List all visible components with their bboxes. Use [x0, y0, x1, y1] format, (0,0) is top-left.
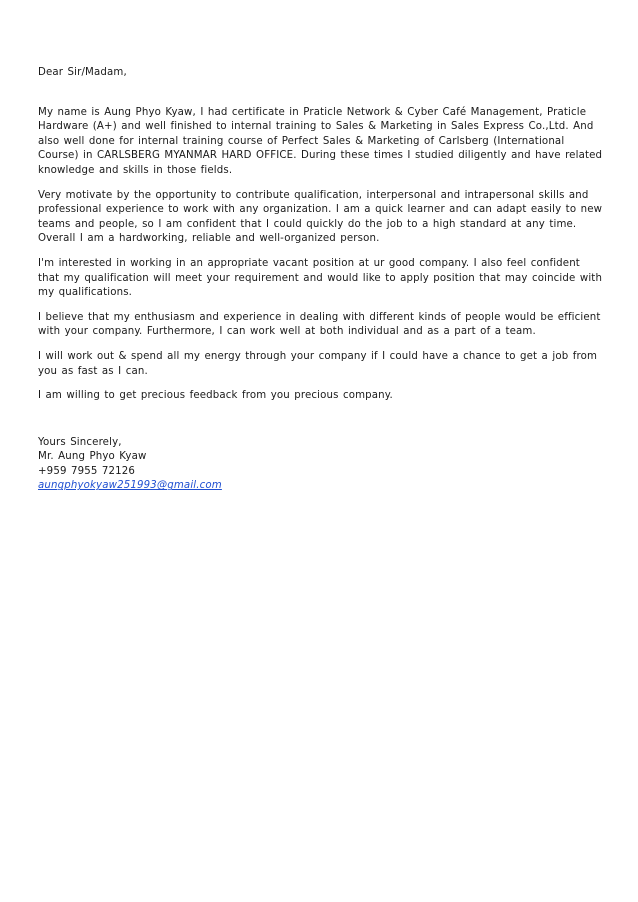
- paragraph-feedback: I am willing to get precious feedback from you precious company.: [38, 390, 393, 402]
- email-link[interactable]: aungphyokyaw251993@gmail.com: [38, 480, 222, 492]
- signature-name: Mr. Aung Phyo Kyaw: [38, 451, 147, 463]
- paragraph-motivation: Very motivate by the opportunity to contribute qualification, interpersonal and intrapersonal skills and professional experience to work with any organization. I am a quick learner and can adapt easily to new teams and people, so I am confident that I could quickly do the job to a high standard at any time. Overall I am a hardworking, reliable and well-organized person.: [38, 189, 603, 245]
- closing-phrase: Yours Sincerely,: [38, 436, 122, 448]
- phone-number: +959 7955 72126: [38, 465, 136, 477]
- letter-page: [38, 66, 603, 494]
- paragraph-enthusiasm: I believe that my enthusiasm and experience in dealing with different kinds of people would be efficient with your company. Furthermore, I can work well at both individual and as a part of a team.: [38, 311, 601, 338]
- paragraph-interest: I'm interested in working in an appropriate vacant position at ur good company. I also feel confident that my qualification will meet your requirement and would like to apply position that may coincide with my qualifications.: [38, 257, 603, 299]
- paragraph-introduction: My name is Aung Phyo Kyaw, I had certificate in Praticle Network & Cyber Café Management, Praticle Hardware (A+) and well finished to internal training to Sales & Marketing in Sales Express Co.,Ltd. And also well done for internal training course of Perfect Sales & Marketing of Carlsberg (International Course) in CARLSBERG MYANMAR HARD OFFICE. During these times I studied diligently and have related knowledge and skills in those fields.: [38, 106, 603, 176]
- paragraph-commitment: I will work out & spend all my energy through your company if I could have a chance to get a job from you as fast as I can.: [38, 350, 598, 377]
- salutation: Dear Sir/Madam,: [38, 67, 127, 78]
- signature-block: [38, 436, 603, 494]
